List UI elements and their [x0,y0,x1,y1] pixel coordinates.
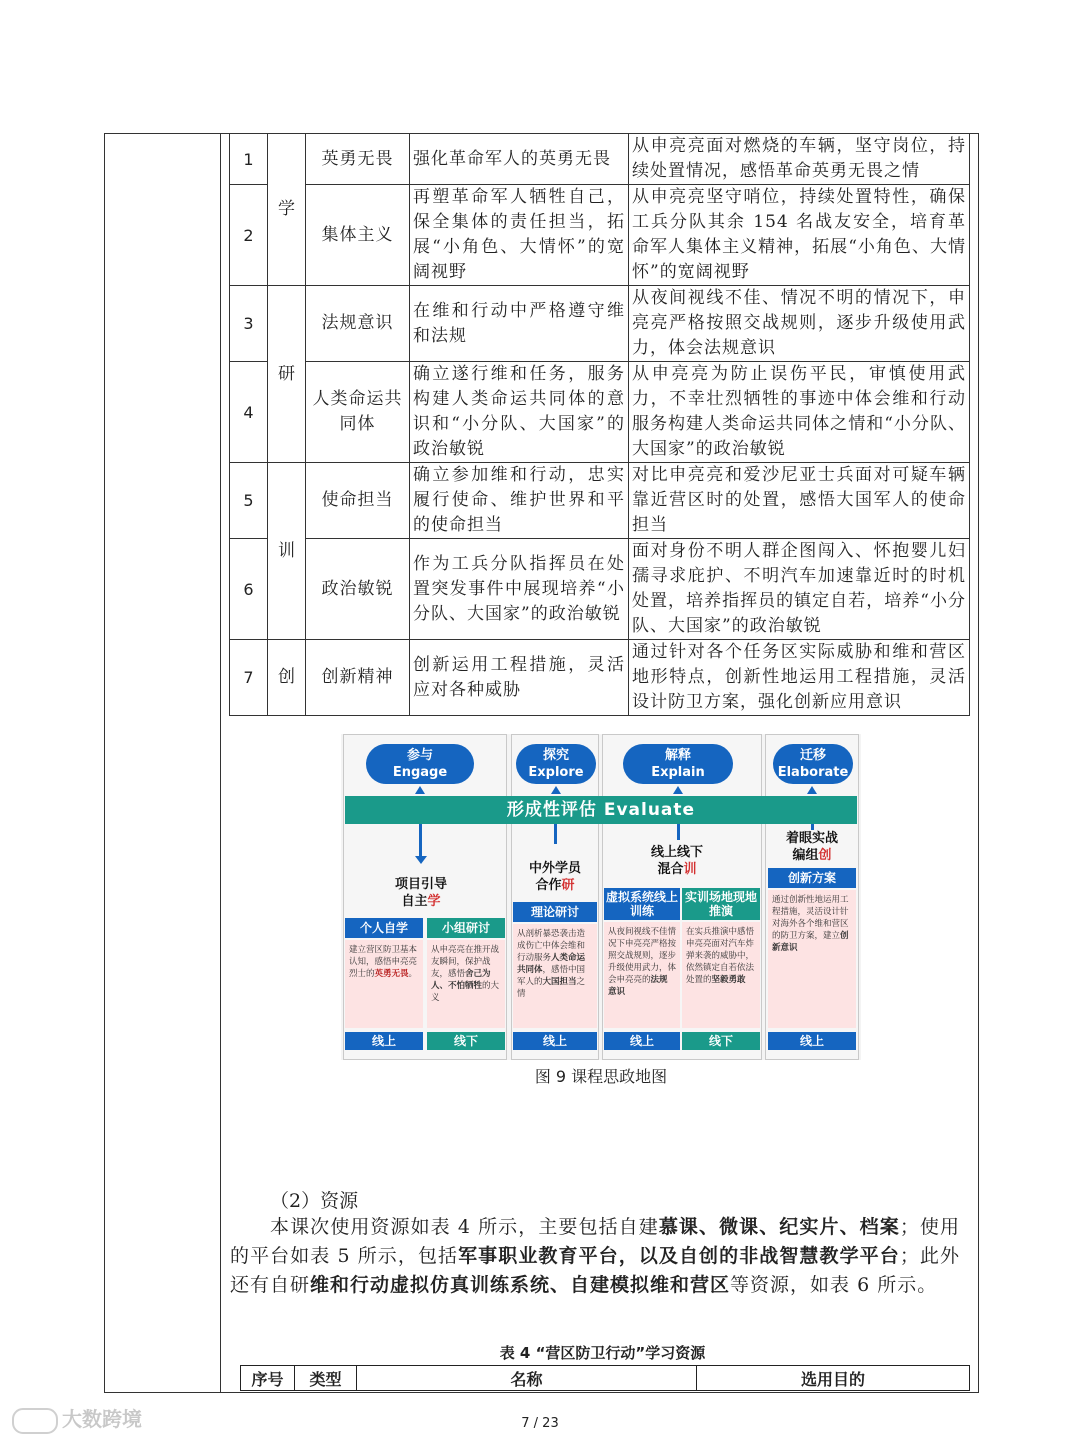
row-number: 4 [230,362,268,463]
header-field: 实训场地现地推演 [682,888,760,920]
online-label: 线上 [345,1032,423,1050]
case-cell: 从申亮亮面对燃烧的车辆，坚守岗位，持续处置情况，感悟革命英勇无畏之情 [629,134,970,185]
page-number: 7 / 23 [521,1416,559,1431]
goal-cell: 确立遂行维和任务，服务构建人类命运共同体的意识和“小分队、大国家”的政治敏锐 [410,362,629,463]
figure-caption: 图 9 课程思政地图 [534,1067,668,1086]
note-text: 之情 [517,977,586,999]
course-ideology-map [341,734,861,1060]
row-number: 2 [230,185,268,286]
stage-line: 自主 [401,894,428,909]
elaborate-pill [773,744,853,784]
goal-cell: 创新运用工程措施，灵活应对各种威胁 [410,640,629,716]
para-text: ；此外还有自研 [230,1245,960,1296]
category-cell: 学 [268,134,306,286]
note-group-study [427,940,505,1028]
online-label: 线上 [604,1032,680,1050]
offline-label: 线下 [427,1032,505,1050]
para-text: 等资源，如表 6 所示。 [730,1274,938,1296]
pill-cn: 迁移 [799,748,826,763]
note-theory [513,924,597,1028]
note-text: 通过创新性地运用工程措施，灵活设计针对海外各个维和营区的防卫方案，建立 [772,895,849,941]
arrow-line [419,824,422,858]
category-cell: 训 [268,463,306,640]
stage-line: 项目引导 [394,877,447,892]
header-self-study: 个人自学 [345,918,423,938]
note-text: 。 [408,969,418,979]
pill-en: Explain [651,765,705,780]
note-self-study [345,940,423,1028]
note-text: 的大义 [431,981,500,1003]
pill-cn: 探究 [542,748,569,763]
explore-pill [516,744,596,784]
table-row [230,539,970,640]
aim-cell: 政治敏锐 [306,539,410,640]
table4-header-row [241,1366,970,1391]
para-bold: 慕课、微课、纪实片、档案 [658,1216,900,1238]
note-innovation [768,890,856,1028]
pill-cn: 解释 [664,748,691,763]
note-key: 创新意识 [772,931,849,953]
arrow-down-icon [415,856,427,864]
arrow-up-icon [551,786,561,794]
stage-key: 创 [818,848,832,863]
stage-line: 合作 [535,878,562,893]
goal-cell: 再塑革命军人牺牲自己，保全集体的责任担当，拓展“小角色、大情怀”的宽阔视野 [410,185,629,286]
case-cell: 通过针对各个任务区实际威胁和维和营区地形特点，创新性地运用工程措施，灵活设计防卫方案，强化创新应用意识 [629,640,970,716]
table-row [230,286,970,362]
online-label: 线上 [768,1032,856,1050]
table-row [230,134,970,185]
goal-cell: 作为工兵分队指挥员在处置突发事件中展现培养“小分队、大国家”的政治敏锐 [410,539,629,640]
case-cell: 从申亮亮坚守哨位，持续处置特性，确保工兵分队其余 154 名战友安全，培育革命军人集体主义精神，拓展“小角色、大情怀”的宽阔视野 [629,185,970,286]
goal-cell: 强化革命军人的英勇无畏 [410,134,629,185]
goal-cell: 在维和行动中严格遵守维和法规 [410,286,629,362]
stage-line: 着眼实战 [785,831,838,846]
para-text: 本课次使用资源如表 4 所示，主要包括自建 [270,1216,659,1238]
note-key: 法规意识 [608,975,668,997]
resource-paragraph [230,1213,960,1300]
stage-key: 学 [427,894,441,909]
case-cell: 从申亮亮为防止误伤平民，审慎使用武力，不幸壮烈牺牲的事迹中体会维和行动服务构建人类命运共同体之情和“小分队、大国家”的政治敏锐 [629,362,970,463]
engage-pill [366,744,474,784]
stage-line: 中外学员 [528,861,581,876]
header-innovation: 创新方案 [768,868,856,888]
stage-line: 编组 [792,848,819,863]
arrow-line [677,824,680,840]
pill-en: Explore [528,765,584,780]
header-cell: 选用目的 [697,1366,970,1391]
table4-caption: 表 4 “营区防卫行动”学习资源 [499,1344,706,1362]
header-virtual: 虚拟系统线上训练 [605,890,678,918]
table-row [230,362,970,463]
ideology-table [229,133,970,716]
arrow-up-icon [807,786,817,794]
category-cell: 研 [268,286,306,463]
para-text: ；使用的平台如表 5 所示，包括 [230,1216,960,1267]
stage-key: 训 [683,862,697,877]
row-number: 5 [230,463,268,539]
evaluate-bar: 形成性评估 Evaluate [345,796,857,824]
note-text: 从申亮亮在推开战友瞬间，保护战友，感悟 [431,945,500,979]
arrow-up-icon [673,786,683,794]
stage-learn [361,876,481,910]
note-key: 英勇无畏 [374,969,409,979]
offline-label: 线下 [682,1032,760,1050]
note-key: 大国担当 [542,977,577,987]
stage-create [769,830,855,864]
table-row [230,640,970,716]
pill-en: Engage [392,765,448,780]
online-label: 线上 [513,1032,597,1050]
row-number: 3 [230,286,268,362]
note-text: ，感悟中国军人的 [517,965,586,987]
table-row [230,185,970,286]
section-title: （2）资源 [270,1190,359,1212]
arrow-up-icon [415,786,425,794]
note-text: 在实兵推演中感悟申亮亮面对汽车炸弹来袭的威胁中，依然镇定自若依法处置的 [686,927,755,985]
case-cell: 面对身份不明人群企图闯入、怀抱婴儿妇孺寻求庇护、不明汽车加速靠近时的时机处置，培养指挥员的镇定自若，培养“小分队、大国家”的政治敏锐 [629,539,970,640]
para-bold: 军事职业教育平台，以及自创的非战智慧教学平台 [458,1245,900,1267]
case-cell: 对比申亮亮和爱沙尼亚士兵面对可疑车辆靠近营区时的处置，感悟大国军人的使命担当 [629,463,970,539]
header-cell: 名称 [357,1366,697,1391]
aim-cell: 法规意识 [306,286,410,362]
note-key: 舍己为人、不怕牺牲 [431,969,491,991]
note-field [682,922,760,1028]
aim-cell: 英勇无畏 [306,134,410,185]
row-number: 7 [230,640,268,716]
aim-cell: 人类命运共同体 [306,362,410,463]
table-row [230,463,970,539]
note-key: 人类命运共同体 [517,953,586,975]
note-text: 从剖析暴恐袭击造成伤亡中体会维和行动服务 [517,929,586,963]
header-cell: 类型 [295,1366,357,1391]
table4 [240,1365,970,1391]
stage-line: 混合 [657,862,684,877]
explain-pill [623,744,733,784]
pill-cn: 参与 [406,748,433,763]
arrow-line [554,824,557,844]
stage-train [621,844,733,878]
note-virtual [604,922,680,1028]
header-group-study: 小组研讨 [427,918,505,938]
goal-cell: 确立参加维和行动，忠实履行使命、维护世界和平的使命担当 [410,463,629,539]
pill-en: Elaborate [777,765,849,780]
row-number: 6 [230,539,268,640]
note-text: 建立营区防卫基本认知，感悟申亮亮烈士的 [349,945,418,979]
aim-cell: 使命担当 [306,463,410,539]
row-number: 1 [230,134,268,185]
watermark-text: 大数跨境 [62,1407,142,1431]
header-theory: 理论研讨 [513,902,597,922]
aim-cell: 集体主义 [306,185,410,286]
header-cell: 序号 [241,1366,295,1391]
note-key: 坚毅勇敢 [711,975,746,985]
stage-research [513,860,597,894]
note-text: 从夜间视线不佳情况下申亮亮严格按照交战规则，逐步升级使用武力，体会申亮亮的 [608,927,677,985]
aim-cell: 创新精神 [306,640,410,716]
para-bold: 维和行动虚拟仿真训练系统、自建模拟维和营区 [310,1274,731,1296]
outer-frame-left [104,133,221,1393]
category-cell: 创 [268,640,306,716]
case-cell: 从夜间视线不佳、情况不明的情况下，申亮亮严格按照交战规则，逐步升级使用武力，体会法规意识 [629,286,970,362]
stage-key: 研 [561,878,575,893]
stage-line: 线上线下 [650,845,703,860]
